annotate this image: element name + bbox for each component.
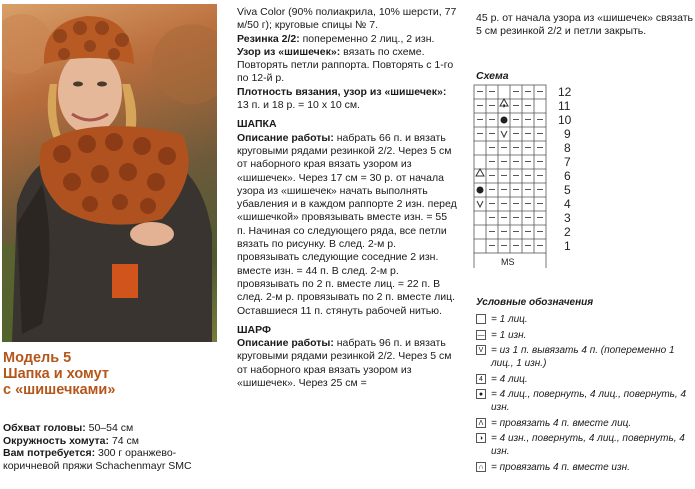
rib-instruction	[237, 33, 457, 46]
model-subtitle: с «шишечками»	[3, 382, 116, 398]
legend-item	[476, 432, 694, 458]
materials-label: Вам потребуется:	[3, 447, 96, 459]
stitch-chart	[470, 80, 590, 280]
head-size	[3, 422, 218, 435]
chart-cell-4-bottom: 4	[477, 186, 482, 195]
purl-symbol: —	[477, 331, 485, 339]
row-label-3: 3	[564, 211, 571, 225]
row-label-8: 8	[564, 141, 571, 155]
scarf-label: Описание работы:	[237, 337, 334, 350]
head-size-label: Обхват головы:	[3, 422, 86, 434]
model-name: Шапка и хомут	[3, 366, 109, 382]
four-knit-symbol: 4	[476, 374, 486, 384]
p4tog-symbol: ∩	[476, 462, 486, 472]
k4tog-symbol: Λ	[476, 418, 486, 428]
legend-item	[476, 344, 694, 370]
legend-text: = из 1 п. вывязать 4 п. (попеременно 1 лиц., 1 изн.)	[491, 345, 675, 369]
materials-value: 300 г оранжево-коричневой пряжи Schachenmayr SMC	[3, 447, 192, 472]
legend-item	[476, 329, 694, 342]
model-number: Модель 5	[3, 350, 72, 366]
model-photo	[2, 4, 217, 342]
yarn-text: Viva Color (90% полиакрила, 10% шерсти, 77 м/50 г); круговые спицы № 7.	[237, 6, 457, 32]
row-label-2: 2	[564, 225, 571, 239]
model-title	[3, 350, 218, 398]
legend-item	[476, 461, 694, 474]
row-label-11: 11	[558, 99, 571, 113]
row-label-4: 4	[564, 197, 571, 211]
legend-text: = 4 лиц.	[491, 373, 528, 385]
inc-symbol-row3	[477, 201, 483, 207]
scarf-instruction	[237, 337, 457, 390]
legend-text: = провязать 4 п. вместе изн.	[491, 461, 630, 473]
chart-cell-4-top: 4	[501, 116, 506, 125]
row-label-9: 9	[564, 127, 571, 141]
scarf-continuation: 45 р. от начала узора из «шишечек» связать 5 см резинкой 2/2 и петли закрыть.	[476, 12, 693, 38]
hat-instruction	[237, 132, 457, 318]
inc-symbol-row9	[501, 131, 507, 137]
legend-text: = 4 изн., повернуть, 4 лиц., повернуть, 4 изн.	[491, 433, 685, 457]
rib-label: Резинка 2/2:	[237, 32, 300, 45]
gauge-instruction	[237, 86, 457, 113]
legend-text: = 4 лиц., повернуть, 4 лиц., повернуть, 4 изн.	[491, 389, 687, 413]
cowl-size	[3, 435, 218, 448]
gauge-label: Плотность вязания, узор из «шишечек»:	[237, 85, 447, 98]
legend-item	[476, 373, 694, 386]
row-label-10: 10	[558, 113, 572, 127]
k4tog-symbol-row6	[476, 169, 484, 176]
pattern-label: Узор из «шишечек»:	[237, 45, 341, 58]
bobble-symbol: ●	[476, 389, 486, 399]
row-label-7: 7	[564, 155, 571, 169]
legend-text: = провязать 4 п. вместе лиц.	[491, 417, 632, 429]
legend-text: = 1 лиц.	[491, 314, 528, 325]
specs-block	[3, 422, 218, 472]
increase-symbol: V	[476, 345, 486, 355]
continuation-text	[476, 12, 694, 39]
legend-title: Условные обозначения	[476, 297, 594, 308]
materials	[3, 447, 218, 472]
row-label-1: 1	[564, 239, 571, 253]
hat-text: набрать 66 п. и вязать круговыми рядами резинкой 2/2. Через 5 см от наборного края вязать узором из «шишечек». Через 17 см = 30 р. от начала узора из «шишечек» начать выполнять убавления и в каждом раппорте 2 изн. перед «шишечкой» провязывать вместе изн. = 55 п. Начиная со следующего ряда, все петли вязать по рисунку. В след. 2-м р. провязывать следующие соседние 2 изн. вместе изн. = 44 п. В след. 2-м р. провязывать по 2 п. вместе лиц. = 22 п. В след. 2-м р. провязывать по 2 п. вместе лиц. Оставшиеся 11 п. стянуть рабочей нитью.	[237, 131, 457, 317]
purl-bobble-symbol: ◑	[476, 433, 486, 443]
gauge-text: 13 п. и 18 р. = 10 х 10 см.	[237, 99, 360, 112]
row-label-5: 5	[564, 183, 571, 197]
row-label-12: 12	[558, 85, 572, 99]
legend-item	[476, 388, 694, 414]
legend	[476, 296, 694, 476]
hat-label: Описание работы:	[237, 131, 334, 144]
scarf-text: набрать 96 п. и вязать круговыми рядами резинкой 2/2. Через 5 см от наборного края вязать узором из «шишечек». Через 25 см =	[237, 337, 452, 390]
legend-item	[476, 417, 694, 430]
legend-text: = 1 изн.	[491, 329, 527, 341]
knit-symbol	[476, 314, 486, 324]
cowl-size-value: 74 см	[111, 434, 140, 447]
row-label-6: 6	[564, 169, 571, 183]
instructions-column	[237, 6, 457, 390]
rib-text: попеременно 2 лиц., 2 изн.	[302, 32, 435, 45]
head-size-value: 50–54 см	[88, 422, 134, 434]
hat-heading: ШАПКА	[237, 118, 277, 131]
pattern-text: вязать по схеме. Повторять петли раппорта. Повторять с 1-го по 12-й р.	[237, 45, 454, 85]
chart-title: Схема	[476, 70, 509, 82]
repeat-label: MS	[501, 257, 515, 267]
cowl-size-label: Окружность хомута:	[3, 434, 110, 447]
scarf-heading: ШАРФ	[237, 323, 271, 336]
legend-item	[476, 313, 694, 326]
purl-bobble-symbol: ◑	[501, 101, 506, 110]
pattern-instruction	[237, 46, 457, 86]
